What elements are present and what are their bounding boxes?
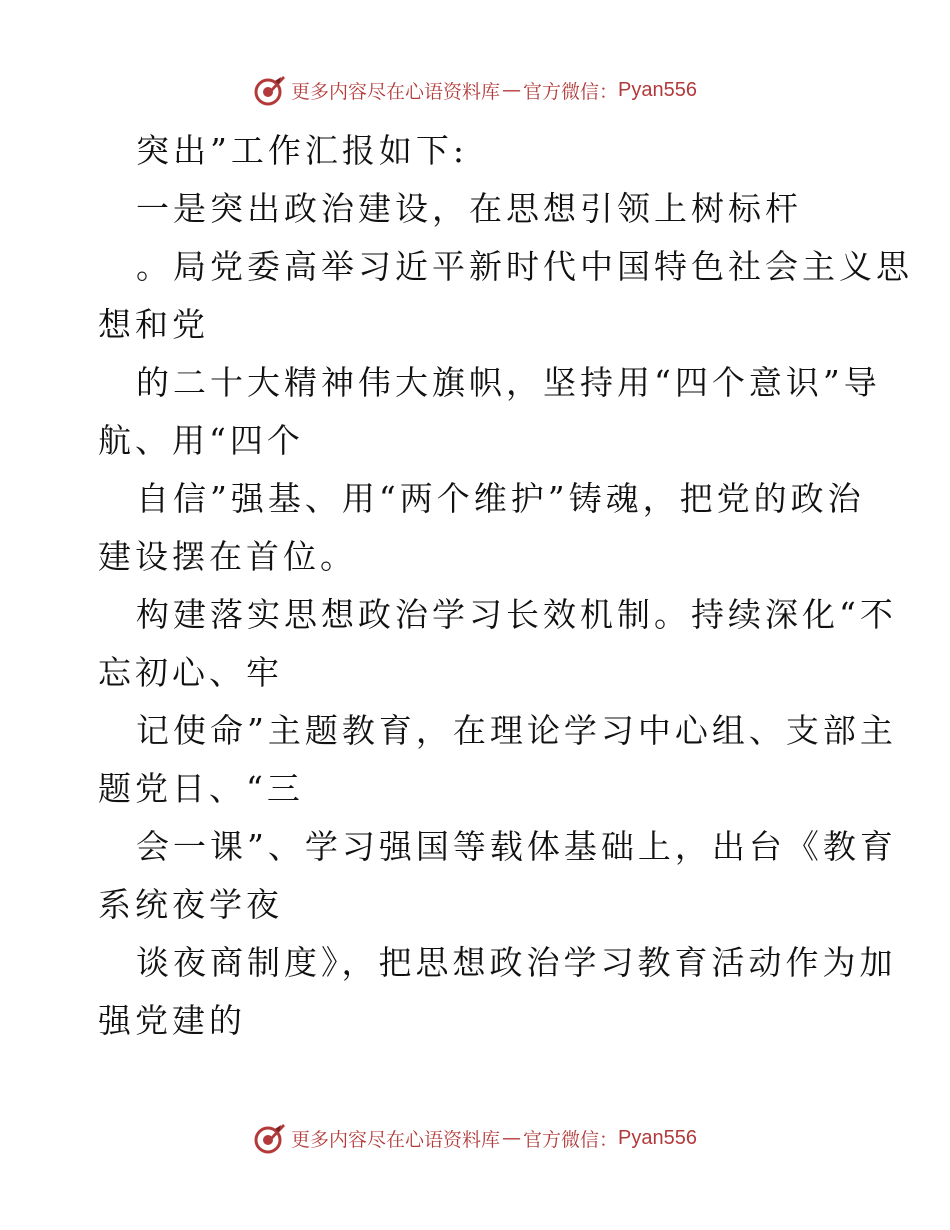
watermark-label: 官方微信： [523,80,619,103]
text-line: 一是突出政治建设，在思想引领上树标杆 [136,189,802,228]
text-line: 自信”强基、用“两个维护”铸魂，把党的政治 [136,479,865,518]
text-line: 航、用“四个 [98,421,304,460]
quill-pen-logo-icon [253,73,287,107]
watermark-separator: — [502,1127,522,1149]
text-line: 的二十大精神伟大旗帜，坚持用“四个意识”导 [136,363,881,402]
text-line: 建设摆在首位。 [98,537,357,576]
header-watermark [0,70,950,110]
quill-pen-logo-icon [253,1121,287,1155]
text-line: 系统夜学夜 [98,885,283,924]
text-line: 。局党委高举习近平新时代中国特色社会主义思 [136,247,913,286]
text-line: 记使命”主题教育，在理论学习中心组、支部主 [136,711,897,750]
text-line: 突出”工作汇报如下: [136,131,468,170]
watermark-label: 官方微信： [523,1128,619,1151]
text-line: 会一课”、学习强国等载体基础上，出台《教育 [136,827,897,866]
footer-watermark [0,1118,950,1158]
watermark-wechat-id: Pyan556 [618,78,697,101]
text-line: 谈夜商制度》，把思想政治学习教育活动作为加 [136,943,897,982]
watermark-wechat-id: Pyan556 [618,1126,697,1149]
watermark-brand: 更多内容尽在心语资料库 [291,80,501,103]
watermark-brand: 更多内容尽在心语资料库 [291,1128,501,1151]
text-line: 忘初心、牢 [98,653,283,692]
text-line: 想和党 [98,305,209,344]
text-line: 题党日、“三 [98,769,304,808]
text-line: 强党建的 [98,1001,246,1040]
watermark-separator: — [502,79,522,101]
document-body [98,122,913,1050]
text-line: 构建落实思想政治学习长效机制。持续深化“不 [136,595,897,634]
